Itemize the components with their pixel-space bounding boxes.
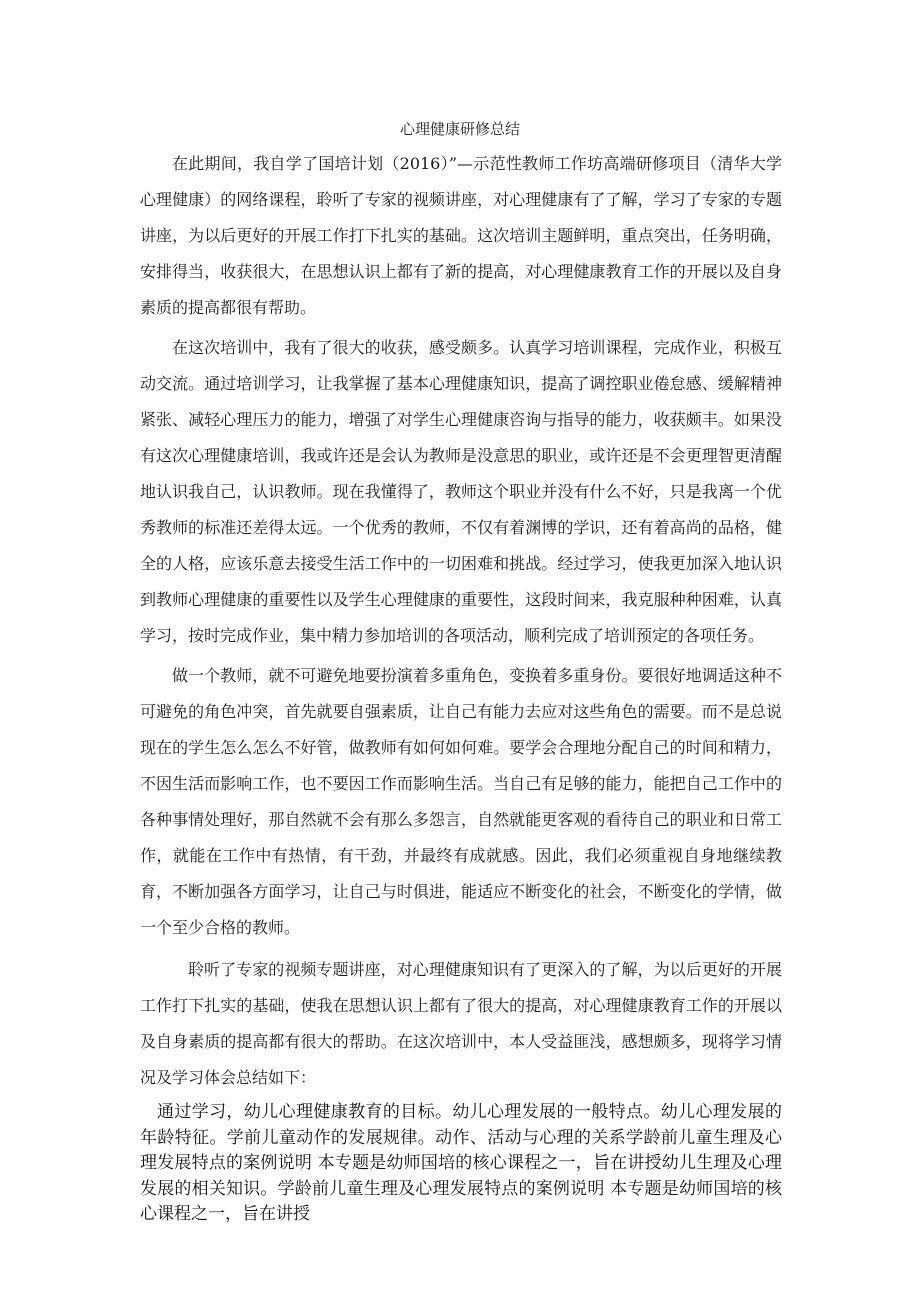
paragraph-5: 通过学习，幼儿心理健康教育的目标。幼儿心理发展的一般特点。幼儿心理发展的年龄特征。学前儿童动作的发展规律。动作、活动与心理的关系学龄前儿童生理及心理发展特点的案例说明 本专题是幼师国培的核心课程之一，旨在讲授幼儿生理及心理发展的相关知识。学龄前儿童生理及心理发展特点的案例说明 本专题是幼师国培的核心课程之一，旨在讲授 — [140, 1102, 782, 1224]
paragraph-3: 做一个教师，就不可避免地要扮演着多重角色，变换着多重身份。要很好地调适这种不可避免的角色冲突，首先就要自强素质，让自己有能力去应对这些角色的需要。而不是总说现在的学生怎么怎么不好管，做教师有如何如何难。要学会合理地分配自己的时间和精力，不因生活而影响工作，也不要因工作而影响生活。当自己有足够的能力，能把自己工作中的各种事情处理好，那自然就不会有那么多怨言，自然就能更客观的看待自己的职业和日常工作，就能在工作中有热情，有干劲，并最终有成就感。因此，我们必须重视自身地继续教育，不断加强各方面学习，让自己与时俱进，能适应不断变化的社会，不断变化的学情，做一个至少合格的教师。 — [140, 666, 782, 937]
document-title: 心理健康研修总结 — [399, 120, 520, 138]
paragraph-2: 在这次培训中，我有了很大的收获，感受颇多。认真学习培训课程，完成作业，积极互动交流。通过培训学习，让我掌握了基本心理健康知识，提高了调控职业倦怠感、缓解精神紧张、减轻心理压力的能力，增强了对学生心理健康咨询与指导的能力，收获颇丰。如果没有这次心理健康培训，我或许还是会认为教师是没意思的职业，或许还是不会更理智更清醒地认识我自己，认识教师。现在我懂得了，教师这个职业并没有什么不好，只是我离一个优秀教师的标准还差得太远。一个优秀的教师，不仅有着渊博的学识，还有着高尚的品格，健全的人格，应该乐意去接受生活工作中的一切困难和挑战。经过学习，使我更加深入地认识到教师心理健康的重要性以及学生心理健康的重要性，这段时间来，我克服种种困难，认真学习，按时完成作业，集中精力参加培训的各项活动，顺利完成了培训预定的各项任务。 — [140, 338, 782, 645]
document-body — [140, 146, 782, 1228]
paragraph-4: 聆听了专家的视频专题讲座，对心理健康知识有了更深入的了解，为以后更好的开展工作打下扎实的基础，使我在思想认识上都有了很大的提高，对心理健康教育工作的开展以及自身素质的提高都有很大的帮助。在这次培训中，本人受益匪浅，感想颇多，现将学习情况及学习体会总结如下： — [140, 960, 782, 1087]
paragraph-1: 在此期间，我自学了国培计划（2016）”—示范性教师工作坊高端研修项目（清华大学心理健康）的网络课程，聆听了专家的视频讲座，对心理健康有了了解，学习了专家的专题讲座，为以后更好的开展工作打下扎实的基础。这次培训主题鲜明，重点突出，任务明确，安排得当，收获很大，在思想认识上都有了新的提高，对心理健康教育工作的开展以及自身素质的提高都很有帮助。 — [140, 154, 782, 317]
